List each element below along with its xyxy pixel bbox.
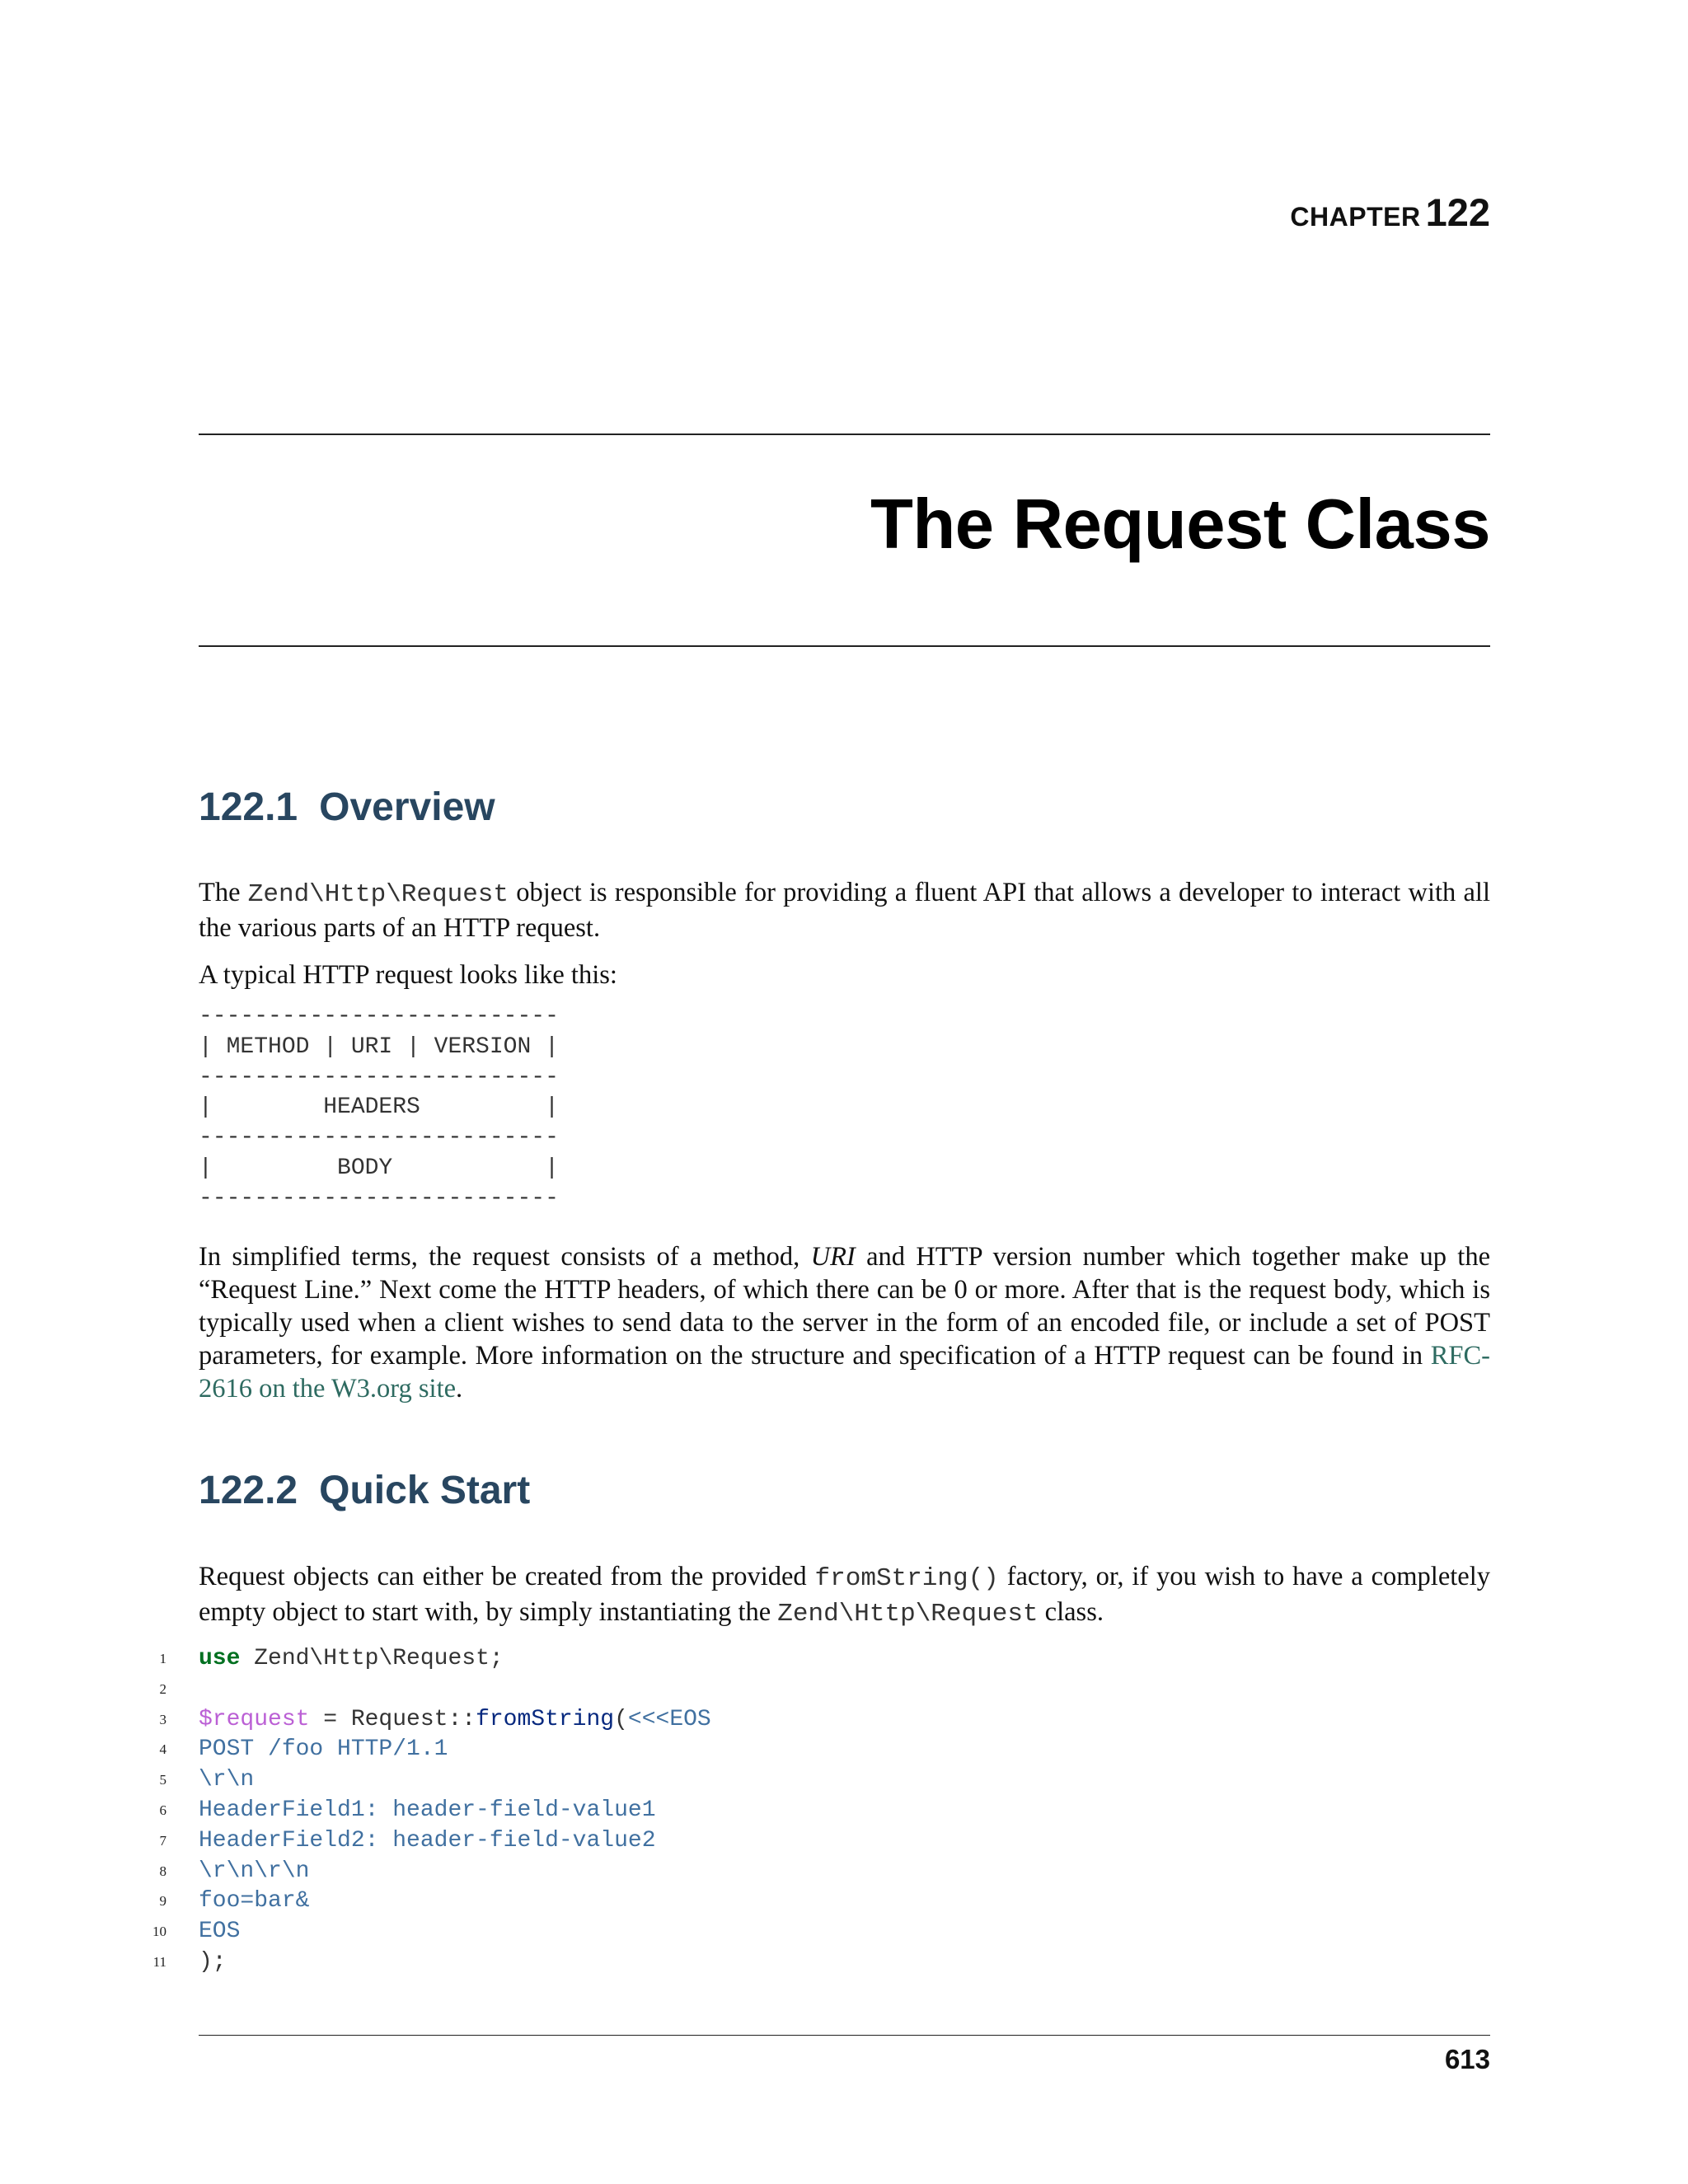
code-line [132,1735,1490,1765]
code-line [132,1765,1490,1796]
code-text: \r\n\r\n [199,1858,310,1884]
text: object is responsible for providing a fluent API that allows a developer to interact with all the various parts of an HTTP request. [199,878,1490,943]
http-request-diagram: -------------------------- | METHOD | URI | VERSION | -------------------------- | HEADERS | -------------------------- | BODY | -------------------------- [199,1004,559,1212]
code-token: Zend\Http\Request; [240,1646,504,1671]
code-line [132,1917,1490,1947]
section-number: 122.1 [199,785,298,829]
line-number: 6 [159,1802,166,1818]
section-title: Overview [319,785,495,829]
line-number: 1 [159,1651,166,1666]
section-number: 122.2 [199,1469,298,1512]
text: class. [1038,1597,1104,1627]
variable: $request [199,1706,310,1732]
line-number: 7 [159,1832,166,1849]
inline-code: fromString() [814,1564,999,1593]
code-text: \r\n [199,1767,255,1793]
chapter-word: CHAPTER [1290,202,1421,232]
code-text: EOS [199,1919,241,1945]
title-rule-bottom [199,645,1490,647]
footer-rule [199,2035,1490,2036]
overview-paragraph-1 [199,876,1490,944]
code-line [132,1886,1490,1917]
line-number: 11 [152,1953,166,1970]
overview-paragraph-3 [199,1240,1490,1405]
code-line [132,1947,1490,1978]
text: Request objects can either be created from the provided [199,1562,815,1591]
overview-paragraph-2: A typical HTTP request looks like this: [199,960,617,990]
line-number: 9 [159,1893,166,1910]
section-heading-overview [199,785,495,830]
title-rule-top [199,434,1490,435]
line-number: 10 [152,1924,166,1940]
code-line [132,1857,1490,1887]
text: . [456,1374,463,1404]
chapter-title: The Request Class [870,485,1490,564]
code-text: POST /foo HTTP/1.1 [199,1736,448,1763]
chapter-label [1290,190,1490,235]
code-text: ); [199,1948,227,1975]
code-listing [132,1644,1490,1978]
line-number: 3 [159,1711,166,1727]
inline-code: Zend\Http\Request [777,1600,1039,1629]
line-number: 4 [159,1741,166,1758]
code-token: = Request:: [309,1706,476,1732]
text: factory, or, if you wish to have a completely empty object to start with, by simply instantiating the [199,1562,1490,1627]
code-line [132,1826,1490,1857]
text: and HTTP version number which together make up the “Request Line.” Next come the HTTP headers, of which there can be 0 or more. After that is the request body, which is typically used when a client wishes to send data to the server in the form of an encoded file, or include a set of POST parameters, for example. More information on the structure and specification of a HTTP request can be found in [199,1242,1490,1371]
code-line [132,1796,1490,1826]
code-text [199,1644,504,1675]
code-text: HeaderField1: header-field-value1 [199,1797,656,1823]
code-line [132,1644,1490,1675]
page-number: 613 [1444,2044,1490,2074]
text: The [199,878,248,907]
quickstart-paragraph [199,1560,1490,1631]
text: In simplified terms, the request consists of a method, [199,1242,811,1272]
rfc-2616-link[interactable]: RFC-2616 on the W3.org site [199,1341,1490,1404]
emphasis-uri: URI [810,1242,856,1272]
heredoc-start: <<<EOS [627,1706,711,1732]
code-text: HeaderField2: header-field-value2 [199,1827,656,1854]
line-number: 5 [159,1772,166,1788]
section-title: Quick Start [319,1469,531,1512]
chapter-number: 122 [1425,190,1490,234]
code-line [132,1705,1490,1736]
code-line [132,1675,1490,1705]
code-token: ( [614,1706,628,1732]
code-text: foo=bar& [199,1888,310,1915]
line-number: 8 [159,1863,166,1879]
code-text [199,1705,711,1736]
section-heading-quick-start [199,1468,530,1513]
inline-code: Zend\Http\Request [247,880,509,909]
keyword: use [199,1646,241,1671]
line-number: 2 [159,1680,166,1697]
function-name: fromString [476,1706,615,1732]
